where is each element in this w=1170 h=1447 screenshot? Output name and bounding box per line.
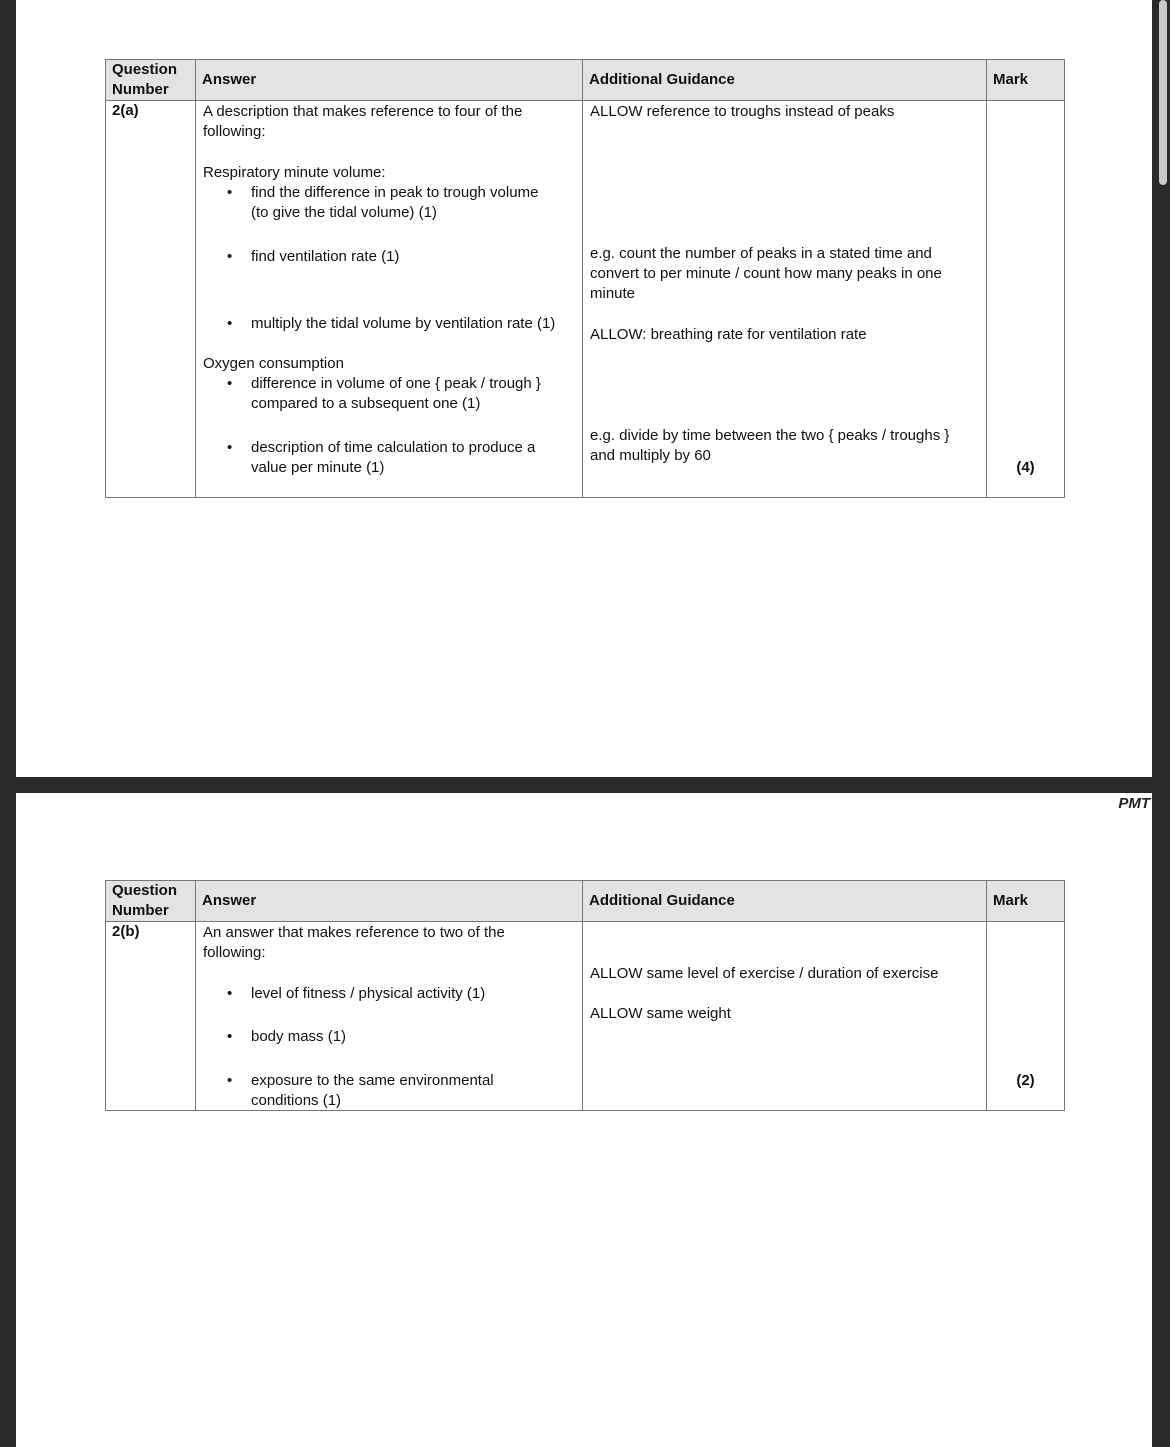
guidance-note: e.g. count the number of peaks in a stated time and	[590, 245, 932, 262]
answer-intro: An answer that makes reference to two of the	[203, 924, 505, 941]
header-question-number: Question Number	[106, 60, 196, 101]
guidance-cell: ALLOW reference to troughs instead of peaks e.g. count the number of peaks in a stated time and convert to per minute / count how many peaks in one minute ALLOW: breathing rate for ventilation rate e.g. divide by time between the two { peaks / troughs } and multiply by 60	[583, 101, 987, 498]
section-heading: Oxygen consumption	[203, 355, 344, 372]
guidance-note: ALLOW same weight	[590, 1005, 731, 1022]
answer-intro: A description that makes reference to four of the	[203, 103, 523, 120]
table-header-row	[106, 60, 1065, 101]
guidance-note: ALLOW: breathing rate for ventilation rate	[590, 326, 867, 343]
mark-scheme-table-2a	[105, 59, 1065, 498]
question-number: 2(b)	[106, 922, 196, 1111]
header-mark: Mark	[987, 60, 1065, 101]
page-1	[16, 0, 1152, 777]
mark-cell	[987, 101, 1065, 498]
bullet-point: • find the difference in peak to trough volume	[203, 183, 576, 203]
header-guidance: Additional Guidance	[583, 881, 987, 922]
guidance-note: ALLOW reference to troughs instead of peaks	[590, 103, 895, 120]
table-header-row	[106, 881, 1065, 922]
guidance-cell	[583, 922, 987, 1111]
guidance-note: ALLOW same level of exercise / duration of exercise	[590, 965, 939, 982]
header-answer: Answer	[196, 60, 583, 101]
scrollbar[interactable]	[1152, 0, 1170, 1447]
mark-scheme-table-2b	[105, 880, 1065, 1111]
table-row	[106, 922, 1065, 1111]
header-answer: Answer	[196, 881, 583, 922]
guidance-note: e.g. divide by time between the two { peaks / troughs }	[590, 427, 950, 444]
table-row	[106, 101, 1065, 498]
scrollbar-thumb[interactable]	[1159, 0, 1167, 185]
pmt-watermark: PMT	[1118, 795, 1150, 812]
bullet-point: • description of time calculation to produce a	[203, 438, 576, 458]
bullet-point: • level of fitness / physical activity (1)	[203, 984, 576, 1004]
header-mark: Mark	[987, 881, 1065, 922]
answer-cell: A description that makes reference to four of the following: Respiratory minute volume: • find the difference in peak to trough volume (to give the tidal volume) (1) • find ventilation rate (1) • multiply the tidal volume by ventilation rate (1) Oxygen consumption • difference in volume of one { peak / trough } compared to a subsequent one (1) • description of time calculation to produce a value per minute (1)	[196, 101, 583, 498]
header-question-number: Question Number	[106, 881, 196, 922]
mark-value: (4)	[1016, 459, 1035, 476]
answer-cell: An answer that makes reference to two of the following: • level of fitness / physical activity (1) • body mass (1) • exposure to the same environmental conditions (1)	[196, 922, 583, 1111]
bullet-point: • difference in volume of one { peak / trough }	[203, 374, 576, 394]
bullet-point: • multiply the tidal volume by ventilation rate (1)	[203, 314, 576, 334]
mark-cell	[987, 922, 1065, 1111]
mark-value: (2)	[1016, 1072, 1035, 1089]
bullet-point: • find ventilation rate (1)	[203, 247, 576, 267]
page-2	[16, 793, 1152, 1447]
bullet-point: • body mass (1)	[203, 1027, 576, 1047]
section-heading: Respiratory minute volume:	[203, 164, 386, 181]
question-number: 2(a)	[106, 101, 196, 498]
header-guidance: Additional Guidance	[583, 60, 987, 101]
bullet-point: • exposure to the same environmental	[203, 1071, 576, 1091]
